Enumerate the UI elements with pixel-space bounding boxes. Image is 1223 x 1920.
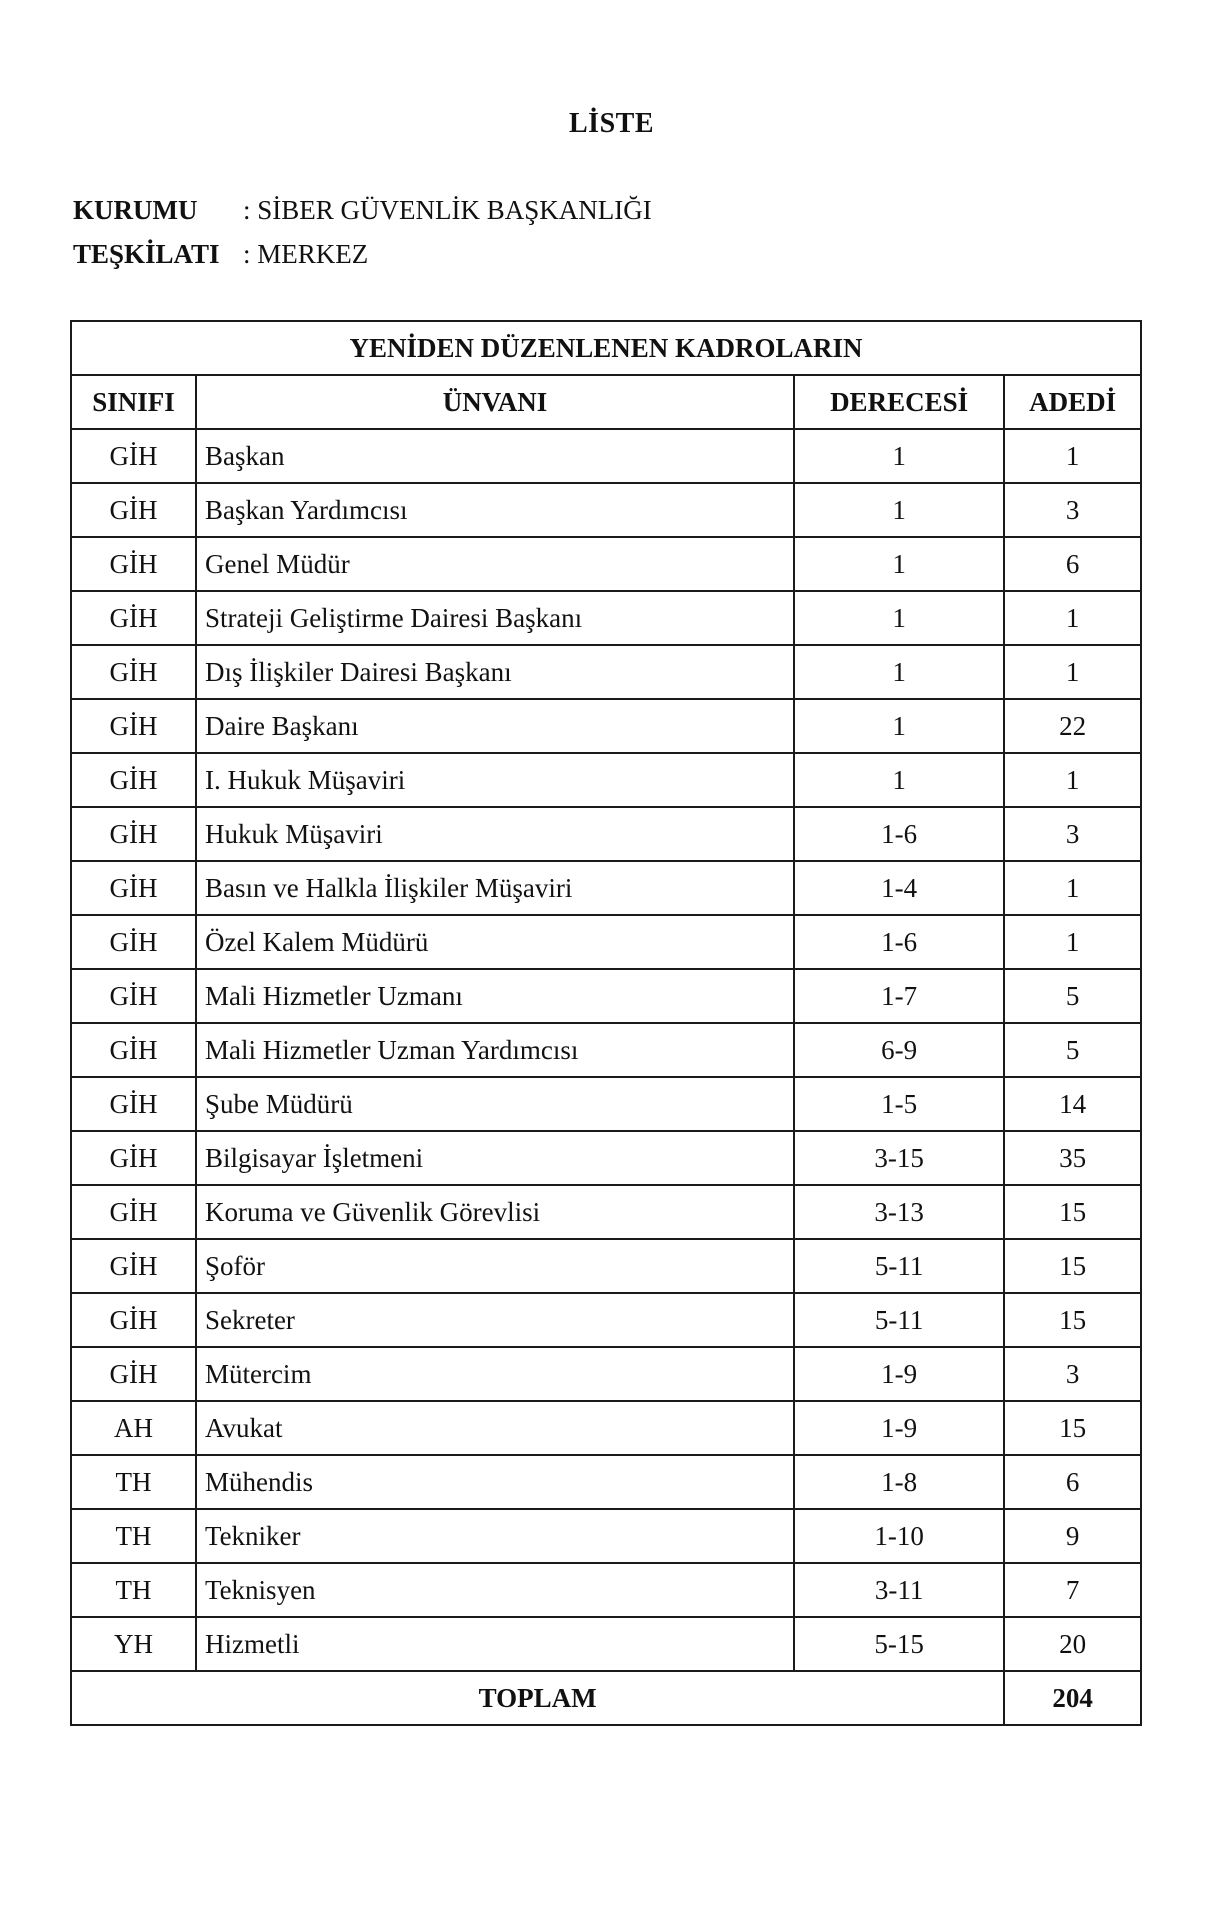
total-row <box>71 1671 1141 1725</box>
table-row <box>71 807 1141 861</box>
cell-class: GİH <box>71 1239 196 1293</box>
staff-positions-table <box>70 320 1142 1726</box>
cell-count: 9 <box>1004 1509 1141 1563</box>
organization-value: : MERKEZ <box>243 239 369 269</box>
table-row <box>71 915 1141 969</box>
table-row <box>71 753 1141 807</box>
cell-class: GİH <box>71 483 196 537</box>
total-label: TOPLAM <box>71 1671 1004 1725</box>
cell-count: 6 <box>1004 537 1141 591</box>
table-row <box>71 861 1141 915</box>
cell-class: GİH <box>71 537 196 591</box>
cell-grade: 1 <box>794 699 1004 753</box>
header-title: ÜNVANI <box>196 375 794 429</box>
cell-count: 15 <box>1004 1293 1141 1347</box>
cell-class: GİH <box>71 1131 196 1185</box>
cell-title: Hukuk Müşaviri <box>196 807 794 861</box>
table-row <box>71 591 1141 645</box>
cell-title: Mütercim <box>196 1347 794 1401</box>
cell-title: Teknisyen <box>196 1563 794 1617</box>
cell-grade: 1 <box>794 537 1004 591</box>
cell-grade: 1-9 <box>794 1401 1004 1455</box>
table-header-row <box>71 375 1141 429</box>
cell-count: 1 <box>1004 429 1141 483</box>
cell-title: Dış İlişkiler Dairesi Başkanı <box>196 645 794 699</box>
cell-count: 3 <box>1004 483 1141 537</box>
cell-class: YH <box>71 1617 196 1671</box>
cell-class: GİH <box>71 1293 196 1347</box>
cell-title: Bilgisayar İşletmeni <box>196 1131 794 1185</box>
cell-count: 15 <box>1004 1185 1141 1239</box>
cell-class: GİH <box>71 969 196 1023</box>
table-row <box>71 429 1141 483</box>
cell-title: Tekniker <box>196 1509 794 1563</box>
organization-line <box>73 237 368 271</box>
cell-class: GİH <box>71 699 196 753</box>
cell-grade: 1-6 <box>794 807 1004 861</box>
cell-grade: 1 <box>794 753 1004 807</box>
cell-count: 15 <box>1004 1239 1141 1293</box>
total-value: 204 <box>1004 1671 1141 1725</box>
cell-class: GİH <box>71 915 196 969</box>
cell-count: 3 <box>1004 807 1141 861</box>
cell-grade: 1 <box>794 483 1004 537</box>
cell-title: Mali Hizmetler Uzmanı <box>196 969 794 1023</box>
cell-grade: 6-9 <box>794 1023 1004 1077</box>
institution-label: KURUMU <box>73 195 198 225</box>
cell-grade: 1-7 <box>794 969 1004 1023</box>
cell-class: GİH <box>71 429 196 483</box>
cell-title: Strateji Geliştirme Dairesi Başkanı <box>196 591 794 645</box>
institution-line <box>73 193 652 227</box>
cell-grade: 1 <box>794 645 1004 699</box>
cell-grade: 5-15 <box>794 1617 1004 1671</box>
cell-title: Koruma ve Güvenlik Görevlisi <box>196 1185 794 1239</box>
cell-title: Başkan <box>196 429 794 483</box>
cell-count: 15 <box>1004 1401 1141 1455</box>
cell-count: 6 <box>1004 1455 1141 1509</box>
cell-class: GİH <box>71 645 196 699</box>
table-row <box>71 1401 1141 1455</box>
table-row <box>71 699 1141 753</box>
cell-title: Şoför <box>196 1239 794 1293</box>
cell-grade: 1-8 <box>794 1455 1004 1509</box>
table-row <box>71 483 1141 537</box>
cell-title: Mühendis <box>196 1455 794 1509</box>
cell-title: Başkan Yardımcısı <box>196 483 794 537</box>
cell-class: GİH <box>71 807 196 861</box>
table-row <box>71 969 1141 1023</box>
cell-grade: 3-11 <box>794 1563 1004 1617</box>
cell-count: 20 <box>1004 1617 1141 1671</box>
cell-count: 1 <box>1004 591 1141 645</box>
cell-title: Hizmetli <box>196 1617 794 1671</box>
cell-title: Basın ve Halkla İlişkiler Müşaviri <box>196 861 794 915</box>
cell-class: TH <box>71 1563 196 1617</box>
table-row <box>71 1185 1141 1239</box>
cell-title: Daire Başkanı <box>196 699 794 753</box>
cell-count: 14 <box>1004 1077 1141 1131</box>
table-row <box>71 645 1141 699</box>
table-row <box>71 1563 1141 1617</box>
table-body <box>71 429 1141 1671</box>
cell-title: Mali Hizmetler Uzman Yardımcısı <box>196 1023 794 1077</box>
cell-class: TH <box>71 1509 196 1563</box>
cell-class: AH <box>71 1401 196 1455</box>
cell-grade: 1 <box>794 429 1004 483</box>
cell-grade: 1-6 <box>794 915 1004 969</box>
cell-class: GİH <box>71 1185 196 1239</box>
cell-class: GİH <box>71 591 196 645</box>
cell-grade: 1-9 <box>794 1347 1004 1401</box>
table-row <box>71 1617 1141 1671</box>
cell-class: GİH <box>71 753 196 807</box>
organization-label: TEŞKİLATI <box>73 239 220 269</box>
cell-count: 35 <box>1004 1131 1141 1185</box>
cell-count: 5 <box>1004 1023 1141 1077</box>
header-grade: DERECESİ <box>794 375 1004 429</box>
cell-title: Sekreter <box>196 1293 794 1347</box>
cell-count: 1 <box>1004 861 1141 915</box>
header-count: ADEDİ <box>1004 375 1141 429</box>
cell-grade: 3-13 <box>794 1185 1004 1239</box>
cell-class: GİH <box>71 861 196 915</box>
cell-title: Genel Müdür <box>196 537 794 591</box>
table-row <box>71 1347 1141 1401</box>
table-row <box>71 1077 1141 1131</box>
cell-count: 1 <box>1004 915 1141 969</box>
table-row <box>71 1239 1141 1293</box>
cell-class: GİH <box>71 1347 196 1401</box>
table-row <box>71 1509 1141 1563</box>
institution-value: : SİBER GÜVENLİK BAŞKANLIĞI <box>243 195 652 225</box>
table-row <box>71 1131 1141 1185</box>
table-row <box>71 1293 1141 1347</box>
cell-count: 22 <box>1004 699 1141 753</box>
cell-grade: 5-11 <box>794 1239 1004 1293</box>
table-row <box>71 1455 1141 1509</box>
cell-count: 1 <box>1004 645 1141 699</box>
cell-grade: 3-15 <box>794 1131 1004 1185</box>
table-row <box>71 537 1141 591</box>
table-caption: YENİDEN DÜZENLENEN KADROLARIN <box>71 321 1141 375</box>
cell-count: 5 <box>1004 969 1141 1023</box>
cell-class: GİH <box>71 1023 196 1077</box>
cell-grade: 5-11 <box>794 1293 1004 1347</box>
cell-class: TH <box>71 1455 196 1509</box>
table-caption-row <box>71 321 1141 375</box>
cell-title: I. Hukuk Müşaviri <box>196 753 794 807</box>
cell-title: Şube Müdürü <box>196 1077 794 1131</box>
header-class: SINIFI <box>71 375 196 429</box>
cell-count: 3 <box>1004 1347 1141 1401</box>
cell-count: 1 <box>1004 753 1141 807</box>
cell-count: 7 <box>1004 1563 1141 1617</box>
cell-class: GİH <box>71 1077 196 1131</box>
cell-grade: 1-4 <box>794 861 1004 915</box>
cell-title: Özel Kalem Müdürü <box>196 915 794 969</box>
cell-grade: 1-5 <box>794 1077 1004 1131</box>
cell-grade: 1 <box>794 591 1004 645</box>
cell-title: Avukat <box>196 1401 794 1455</box>
document-title: LİSTE <box>569 108 654 139</box>
table-row <box>71 1023 1141 1077</box>
cell-grade: 1-10 <box>794 1509 1004 1563</box>
